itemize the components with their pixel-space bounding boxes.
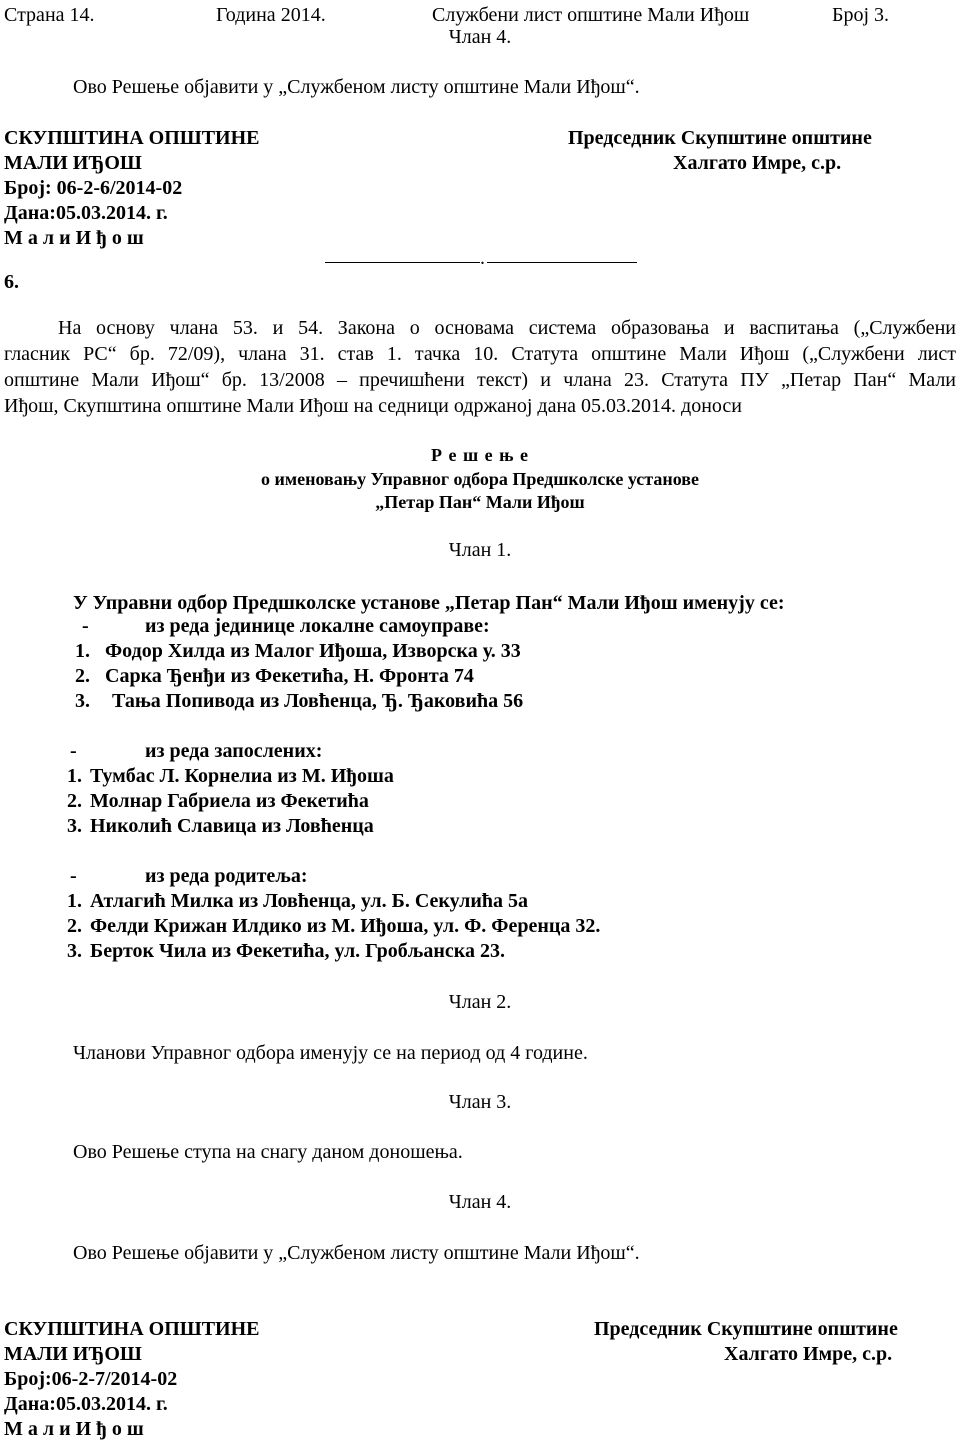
preamble-line-4: Иђош, Скупштина општине Мали Иђош на седници одржаној дана 05.03.2014. доноси <box>4 395 742 417</box>
assembly-date: Дана:05.03.2014. г. <box>4 1393 168 1415</box>
group-3-member-3: Берток Чила из Фекетића, ул. Гробљанска 23. <box>90 940 505 962</box>
assembly-place: М а л и И ђ о ш <box>4 1418 144 1440</box>
group-2-member-1: Тумбас Л. Корнелиа из М. Иђоша <box>90 765 394 787</box>
group-3-label: из реда родитеља: <box>145 865 308 887</box>
group-1-dash: - <box>82 615 89 637</box>
group-1-member-2: Сарка Ђенђи из Фекетића, Н. Фронта 74 <box>105 665 474 687</box>
issue-number: Број 3. <box>832 4 890 26</box>
group-3-num-1: 1. <box>67 890 82 912</box>
group-1-num-2: 2. <box>75 665 90 687</box>
article-2-text: Чланови Управног одбора именују се на период од 4 године. <box>73 1042 588 1064</box>
article-4-text: Ово Решење објавити у „Службеном листу општине Мали Иђош“. <box>73 1242 640 1264</box>
prev-assembly-line-1: СКУПШТИНА ОПШТИНЕ <box>4 127 260 149</box>
group-2-num-2: 2. <box>67 790 82 812</box>
group-1-num-1: 1. <box>75 640 90 662</box>
preamble-line-3: општине Мали Иђош“ бр. 13/2008 – пречишћени текст) и члана 23. Статута ПУ „Петар Пан“ Мали <box>4 369 956 391</box>
group-2-member-3: Николић Славица из Ловћенца <box>90 815 374 837</box>
group-3-num-3: 3. <box>67 940 82 962</box>
decision-title: Р е ш е њ е <box>430 445 529 465</box>
group-2-dash: - <box>70 740 77 762</box>
article-1-heading: Члан 1. <box>448 539 512 561</box>
year: Година 2014. <box>216 4 326 26</box>
group-1-label: из реда јединице локалне самоуправе: <box>145 615 490 637</box>
prev-president-title: Председник Скупштине општине <box>568 127 872 149</box>
group-2-member-2: Молнар Габриела из Фекетића <box>90 790 369 812</box>
group-2-num-1: 1. <box>67 765 82 787</box>
group-1-num-3: 3. <box>75 690 90 712</box>
group-2-label: из реда запослених: <box>145 740 323 762</box>
prev-publish-text: Ово Решење објавити у „Службеном листу општине Мали Иђош“. <box>73 76 640 98</box>
preamble-line-2: гласник РС“ бр. 72/09), члана 31. став 1. тачка 10. Статута општине Мали Иђош („Службени лист <box>4 343 956 365</box>
separator-line-left <box>325 262 480 263</box>
prev-article-heading: Члан 4. <box>448 26 512 48</box>
president-title: Председник Скупштине општине <box>594 1318 898 1340</box>
decision-subtitle-2: „Петар Пан“ Мали Иђош <box>375 492 585 512</box>
assembly-number: Број:06-2-7/2014-02 <box>4 1368 178 1390</box>
prev-assembly-place: М а л и И ђ о ш <box>4 227 144 249</box>
assembly-line-1: СКУПШТИНА ОПШТИНЕ <box>4 1318 260 1340</box>
page-number: Страна 14. <box>4 4 95 26</box>
president-name: Халгато Имре, с.р. <box>724 1343 893 1365</box>
article-1-intro: У Управни одбор Предшколске установе „Петар Пан“ Мали Иђош именују се: <box>73 592 785 614</box>
prev-assembly-number: Број: 06-2-6/2014-02 <box>4 177 183 199</box>
group-1-member-3: Тања Попивода из Ловћенца, Ђ. Ђаковића 56 <box>112 690 524 712</box>
group-3-member-2: Фелди Крижан Илдико из М. Иђоша, ул. Ф. Ференца 32. <box>90 915 601 937</box>
article-3-text: Ово Решење ступа на снагу даном доношења. <box>73 1141 463 1163</box>
article-4-heading: Члан 4. <box>448 1191 512 1213</box>
gazette-title: Службени лист општине Мали Иђош <box>432 4 750 26</box>
group-3-member-1: Атлагић Милка из Ловћенца, ул. Б. Секулића 5а <box>90 890 528 912</box>
prev-assembly-date: Дана:05.03.2014. г. <box>4 202 168 224</box>
group-3-dash: - <box>70 865 77 887</box>
group-2-num-3: 3. <box>67 815 82 837</box>
preamble-line-1: На основу члана 53. и 54. Закона о основама система образовања и васпитања („Службени <box>58 317 956 339</box>
group-3-num-2: 2. <box>67 915 82 937</box>
separator-line-right <box>487 262 637 263</box>
assembly-line-2: МАЛИ ИЂОШ <box>4 1343 142 1365</box>
group-1-member-1: Фодор Хилда из Малог Иђоша, Изворска у. 33 <box>105 640 521 662</box>
prev-assembly-line-2: МАЛИ ИЂОШ <box>4 152 142 174</box>
article-3-heading: Члан 3. <box>448 1091 512 1113</box>
separator-dot: . <box>480 247 485 269</box>
article-2-heading: Члан 2. <box>448 991 512 1013</box>
item-number: 6. <box>4 271 19 293</box>
prev-president-name: Халгато Имре, с.р. <box>673 152 842 174</box>
decision-subtitle-1: о именовању Управног одбора Предшколске установе <box>261 469 699 489</box>
